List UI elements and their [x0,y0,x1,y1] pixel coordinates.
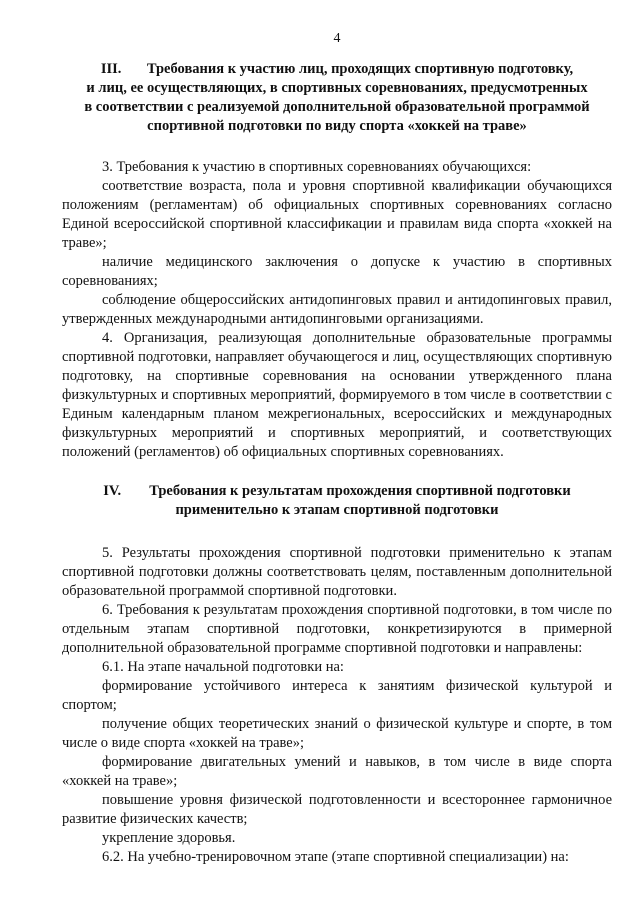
section-4-title-line-1: Требования к результатам прохождения спортивной подготовки [149,483,571,499]
paragraph: 6.1. На этапе начальной подготовки на: [102,659,344,675]
paragraph: получение общих теоретических знаний о физической культуре и спорте, в том числе о виде спорта «хоккей на траве»; [62,716,612,751]
paragraph: 6. Требования к результатам прохождения спортивной подготовки, в том числе по отдельным этапам спортивной подготовки, конкретизируются в примерной дополнительной образовательной программе спортивной подготовки и направлены: [62,602,612,656]
section-4-title-line-2: применительно к этапам спортивной подготовки [175,502,499,518]
paragraph: соблюдение общероссийских антидопинговых правил и антидопинговых правил, утвержденных международными антидопинговыми организациями. [62,292,612,327]
section-3-title-line-3: в соответствии с реализуемой дополнительной образовательной программой [84,99,590,115]
section-4-heading [62,482,612,520]
section-4-number: IV. [103,483,122,499]
paragraph: повышение уровня физической подготовленности и всестороннее гармоничное развитие физических качеств; [62,792,612,827]
section-3-title-line-1: Требования к участию лиц, проходящих спортивную подготовку, [146,61,574,77]
section-3-title-line-2: и лиц, ее осуществляющих, в спортивных соревнованиях, предусмотренных [86,80,588,96]
paragraph: формирование устойчивого интереса к занятиям физической культурой и спортом; [62,678,612,713]
paragraph: наличие медицинского заключения о допуске к участию в спортивных соревнованиях; [62,254,612,289]
page-number: 4 [333,31,341,46]
section-4-body [62,544,612,867]
paragraph: формирование двигательных умений и навыков, в том числе в виде спорта «хоккей на траве»; [62,754,612,789]
paragraph: 3. Требования к участию в спортивных соревнованиях обучающихся: [102,159,532,175]
paragraph: 6.2. На учебно-тренировочном этапе (этапе спортивной специализации) на: [102,849,569,865]
section-3-title-line-4: спортивной подготовки по виду спорта «хоккей на траве» [147,118,527,134]
paragraph: 5. Результаты прохождения спортивной подготовки применительно к этапам спортивной подготовки должны соответствовать целям, поставленным дополнительной образовательной программой спортивной подготовки. [62,545,612,599]
paragraph: 4. Организация, реализующая дополнительные образовательные программы спортивной подготовки, направляет обучающегося и лиц, осуществляющих спортивную подготовку, на спортивные соревнования на основании утвержденного плана физкультурных и спортивных мероприятий, формируемого в том числе в соответствии с Единым календарным планом межрегиональных, всероссийских и международных физкультурных мероприятий и спортивных мероприятий, и соответствующих положений (регламентов) об официальных спортивных соревнованиях. [62,330,612,460]
section-3-number: III. [100,61,122,77]
paragraph: укрепление здоровья. [102,830,236,846]
section-3-body [62,158,612,462]
paragraph: соответствие возраста, пола и уровня спортивной квалификации обучающихся положениям (регламентам) об официальных спортивных соревнованиях согласно Единой всероссийской спортивной классификации и правилам вида спорта «хоккей на траве»; [62,178,612,251]
section-3-heading [62,60,612,136]
